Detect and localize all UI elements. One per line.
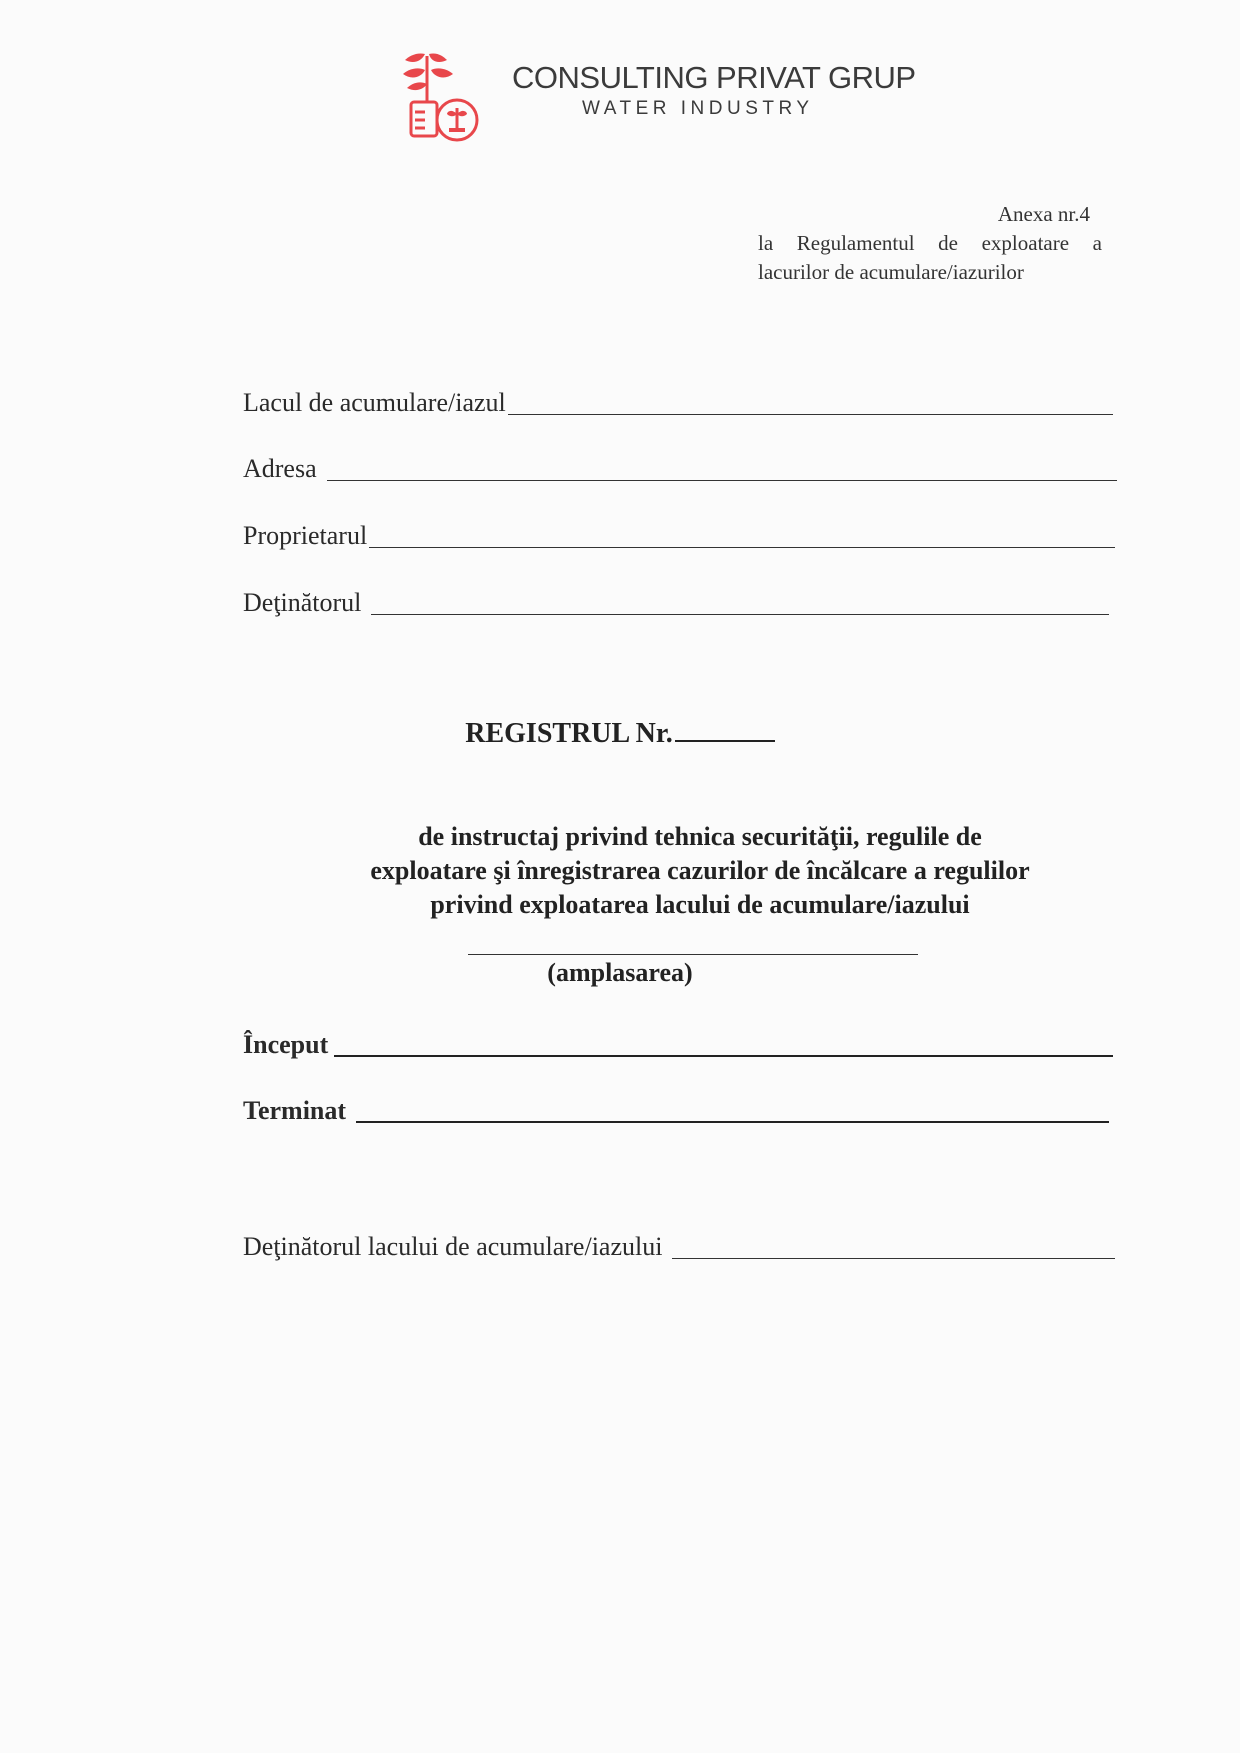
field-finished-blank[interactable]: [356, 1120, 1109, 1123]
field-holder-blank[interactable]: [371, 613, 1109, 615]
register-subtitle: [300, 820, 1100, 922]
field-lake-holder: [243, 1232, 1115, 1262]
field-lake-holder-label: Deţinătorul lacului de acumulare/iazului: [243, 1232, 663, 1261]
field-owner-blank[interactable]: [369, 546, 1115, 548]
annex-number: Anexa nr.4: [997, 202, 1090, 226]
field-address: [243, 454, 1117, 484]
register-subtitle-line-2: exploatare şi înregistrarea cazurilor de încălcare a regulilor: [370, 856, 1030, 885]
field-lake: [243, 388, 1113, 418]
field-holder-label: Deţinătorul: [243, 588, 362, 617]
field-address-label: Adresa: [243, 454, 317, 483]
register-number-blank[interactable]: [675, 739, 775, 742]
annex-reference: [758, 200, 1102, 287]
field-finished: [243, 1096, 1109, 1126]
field-holder: [243, 588, 1109, 618]
field-lake-label: Lacul de acumulare/iazul: [243, 388, 506, 417]
field-started-blank[interactable]: [334, 1054, 1113, 1057]
field-owner-label: Proprietarul: [243, 521, 368, 550]
field-started-label: Început: [243, 1030, 329, 1059]
field-lake-blank[interactable]: [508, 413, 1113, 415]
company-logo-icon: [395, 50, 485, 142]
company-tagline: WATER INDUSTRY: [582, 98, 814, 119]
company-brand: [512, 60, 932, 120]
register-subtitle-line-3: privind exploatarea lacului de acumulare/iazului: [430, 890, 970, 919]
annex-regulation-line-2: lacurilor de acumulare/iazurilor: [758, 260, 1024, 284]
annex-regulation-line: la Regulamentul de exploatare a: [758, 231, 1102, 255]
location-label: (amplasarea): [547, 958, 693, 987]
company-name: CONSULTING PRIVAT GRUP: [512, 60, 916, 95]
field-finished-label: Terminat: [243, 1096, 347, 1125]
field-owner: [243, 521, 1115, 551]
register-subtitle-line-1: de instructaj privind tehnica securităţii, regulile de: [418, 822, 982, 851]
location-blank[interactable]: [468, 953, 918, 955]
register-title: [0, 718, 1240, 750]
field-started: [243, 1030, 1113, 1060]
field-address-blank[interactable]: [327, 479, 1117, 481]
field-lake-holder-blank[interactable]: [672, 1257, 1115, 1259]
register-title-text: REGISTRUL Nr.: [465, 718, 673, 749]
